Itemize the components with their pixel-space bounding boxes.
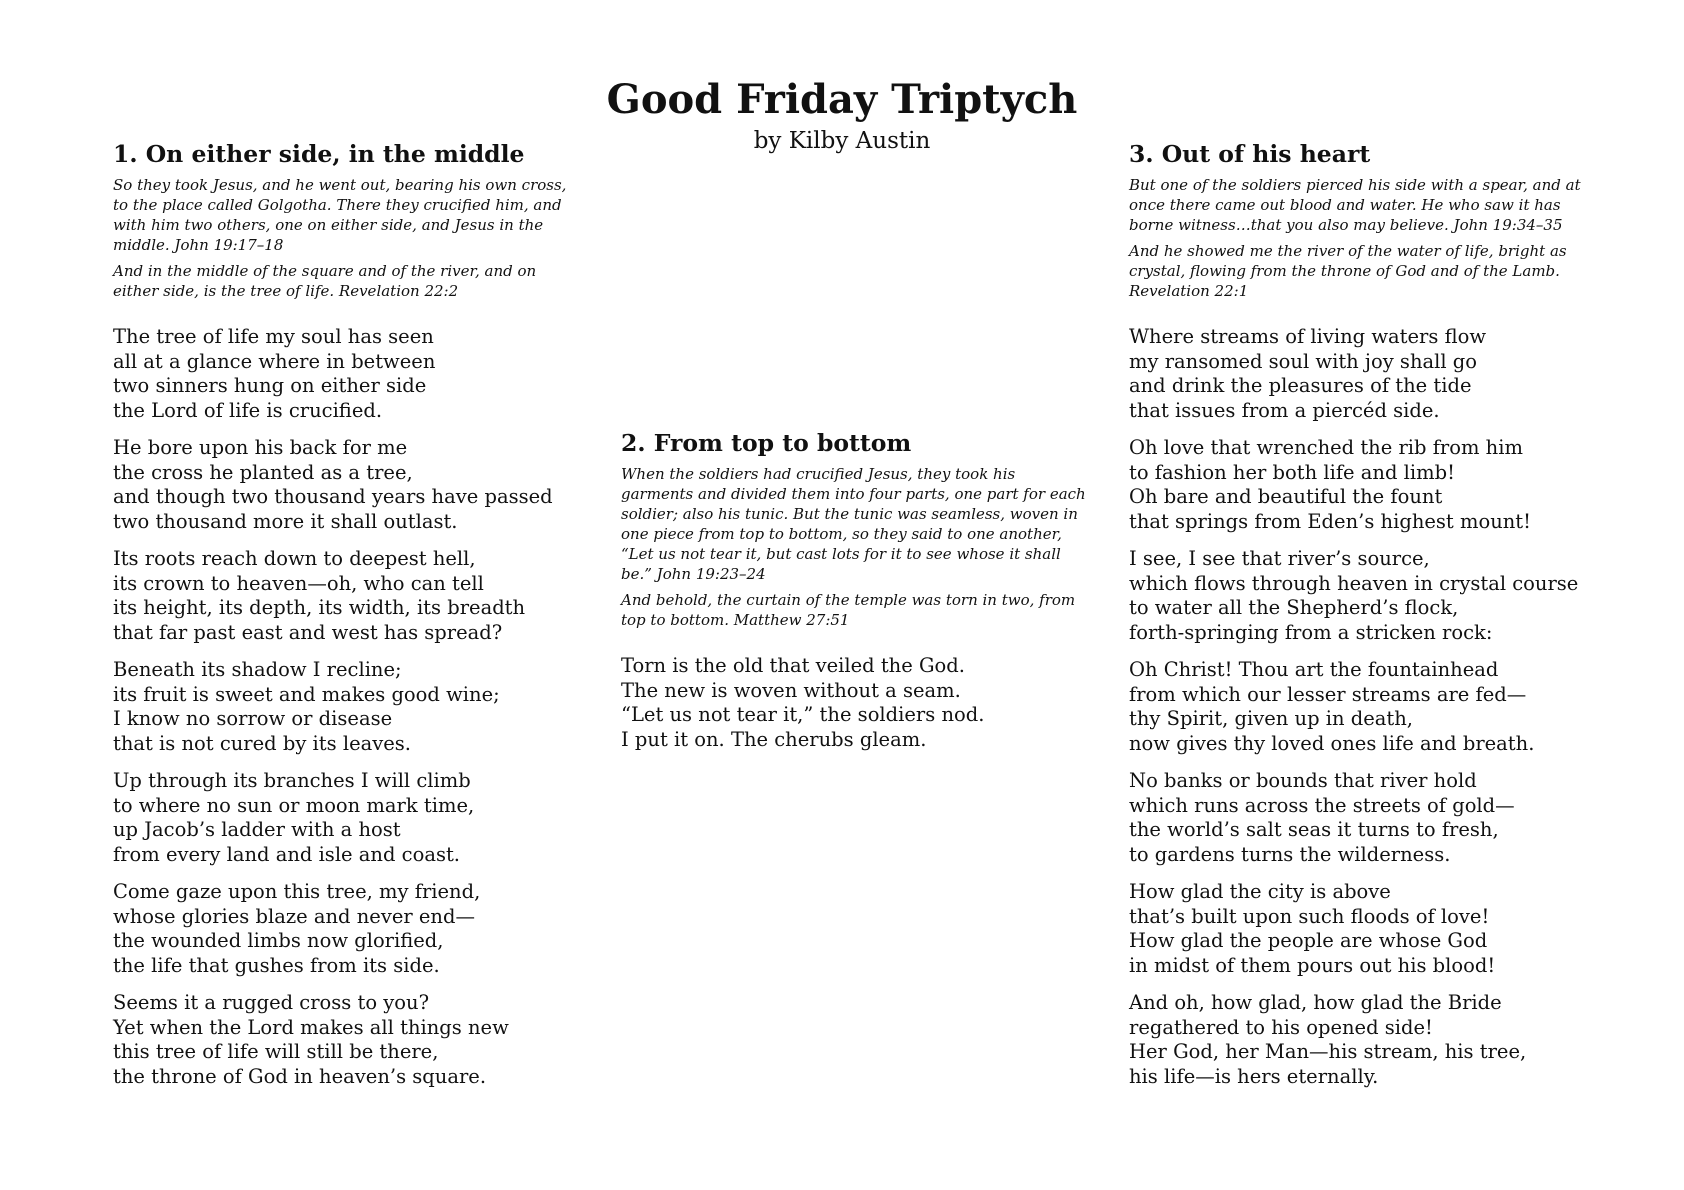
verse-line: thy Spirit, given up in death, — [1129, 707, 1413, 730]
stanza — [113, 658, 583, 756]
verse-line: Seems it a rugged cross to you? — [113, 991, 430, 1014]
verse-line: Where streams of living waters flow — [1129, 325, 1487, 348]
verse-line: And oh, how glad, how glad the Bride — [1129, 991, 1502, 1014]
verse-line: Beneath its shadow I recline; — [113, 658, 402, 681]
verse-line: its fruit is sweet and makes good wine; — [113, 682, 500, 706]
stanza-list — [1129, 325, 1599, 1089]
verse-line: The tree of life my soul has seen — [113, 325, 434, 348]
verse-line: from which our lesser streams are fed— — [1129, 682, 1527, 706]
verse-line: Torn is the old that veiled the God. — [621, 654, 965, 677]
verse-line: forth-springing from a stricken rock: — [1129, 620, 1493, 644]
poem-column-3 — [1129, 138, 1599, 1102]
verse-line: to where no sun or moon mark time, — [113, 793, 475, 817]
verse-line: the wounded limbs now glorified, — [113, 929, 444, 952]
verse-line: his life—is hers eternally. — [1129, 1064, 1379, 1088]
poem-heading: 3. Out of his heart — [1129, 140, 1371, 168]
verse-line: in midst of them pours out his blood! — [1129, 953, 1496, 977]
verse-line: Yet when the Lord makes all things new — [113, 1015, 509, 1039]
document-title: Good Friday Triptych — [606, 76, 1078, 123]
epigraph: So they took Jesus, and he went out, bearing his own cross, to the place called Golgotha. There they crucified him, and with him two others, one on either side, and Jesus in the middle. John 19:17–18 — [113, 176, 567, 254]
epigraph: And in the middle of the square and of the river, and on either side, is the tree of life. Revelation 22:2 — [113, 262, 537, 300]
verse-line: I see, I see that river’s source, — [1129, 547, 1430, 570]
verse-line: and though two thousand years have passed — [113, 485, 553, 508]
verse-line: Its roots reach down to deepest hell, — [113, 547, 476, 570]
verse-line: Come gaze upon this tree, my friend, — [113, 880, 481, 903]
verse-line: to fashion her both life and limb! — [1129, 460, 1455, 484]
epigraph-block — [113, 175, 583, 301]
verse-line: that’s built upon such floods of love! — [1129, 904, 1490, 928]
poem-column-2 — [621, 427, 1091, 765]
stanza — [1129, 769, 1599, 867]
stanza-list — [621, 654, 1091, 752]
verse-line: I put it on. The cherubs gleam. — [621, 727, 927, 751]
verse-line: this tree of life will still be there, — [113, 1040, 439, 1063]
verse-line: the world’s salt seas it turns to fresh, — [1129, 818, 1499, 841]
verse-line: to water all the Shepherd’s flock, — [1129, 596, 1459, 619]
verse-line: I know no sorrow or disease — [113, 707, 393, 730]
verse-line: whose glories blaze and never end— — [113, 904, 475, 928]
poem-heading: 2. From top to bottom — [621, 429, 912, 457]
stanza-list — [113, 325, 583, 1089]
epigraph: And behold, the curtain of the temple was torn in two, from top to bottom. Matthew 27:51 — [621, 591, 1076, 629]
verse-line: Up through its branches I will climb — [113, 769, 471, 792]
stanza — [1129, 325, 1599, 423]
verse-line: now gives thy loved ones life and breath. — [1129, 731, 1535, 755]
verse-line: all at a glance where in between — [113, 349, 436, 373]
stanza — [1129, 880, 1599, 978]
verse-line: the cross he planted as a tree, — [113, 460, 413, 484]
poem-heading: 1. On either side, in the middle — [113, 140, 525, 168]
verse-line: up Jacob’s ladder with a host — [113, 818, 401, 841]
epigraph: But one of the soldiers pierced his side with a spear, and at once there came out blood and water. He who saw it has borne witness…that you also may believe. John 19:34–35 — [1129, 176, 1581, 234]
verse-line: that issues from a piercéd side. — [1129, 398, 1440, 422]
verse-line: from every land and isle and coast. — [113, 842, 460, 866]
verse-line: its height, its depth, its width, its breadth — [113, 596, 526, 619]
stanza — [113, 769, 583, 867]
verse-line: The new is woven without a seam. — [621, 678, 961, 702]
stanza — [113, 991, 583, 1089]
verse-line: Oh bare and beautiful the fount — [1129, 485, 1443, 508]
epigraph-block — [621, 464, 1091, 630]
verse-line: to gardens turns the wilderness. — [1129, 842, 1451, 866]
stanza — [113, 547, 583, 645]
stanza — [621, 654, 1091, 752]
verse-line: He bore upon his back for me — [113, 436, 408, 459]
verse-line: which flows through heaven in crystal course — [1129, 571, 1579, 595]
stanza — [113, 880, 583, 978]
verse-line: my ransomed soul with joy shall go — [1129, 349, 1478, 373]
stanza — [113, 436, 583, 534]
verse-line: Oh love that wrenched the rib from him — [1129, 436, 1523, 459]
verse-line: the throne of God in heaven’s square. — [113, 1064, 487, 1088]
stanza — [113, 325, 583, 423]
stanza — [1129, 436, 1599, 534]
verse-line: No banks or bounds that river hold — [1129, 769, 1477, 792]
verse-line: regathered to his opened side! — [1129, 1015, 1433, 1039]
poem-column-1 — [113, 138, 583, 1102]
verse-line: that far past east and west has spread? — [113, 620, 503, 644]
verse-line: its crown to heaven—oh, who can tell — [113, 571, 484, 595]
epigraph-block — [1129, 175, 1599, 301]
epigraph: And he showed me the river of the water of life, bright as crystal, flowing from the throne of God and of the Lamb. Revelation 22:1 — [1129, 242, 1567, 300]
verse-line: How glad the people are whose God — [1129, 929, 1488, 952]
verse-line: two thousand more it shall outlast. — [113, 509, 458, 533]
epigraph: When the soldiers had crucified Jesus, they took his garments and divided them into four parts, one part for each soldier; also his tunic. But the tunic was seamless, woven in one piece from top to bottom, so they said to one another, “Let us not tear it, but cast lots for it to see whose it shall be.” John 19:23–24 — [621, 465, 1086, 583]
verse-line: two sinners hung on either side — [113, 374, 427, 397]
verse-line: the Lord of life is crucified. — [113, 398, 383, 422]
verse-line: Oh Christ! Thou art the fountainhead — [1129, 658, 1499, 681]
verse-line: How glad the city is above — [1129, 880, 1391, 903]
verse-line: “Let us not tear it,” the soldiers nod. — [621, 703, 985, 726]
stanza — [1129, 547, 1599, 645]
verse-line: Her God, her Man—his stream, his tree, — [1129, 1040, 1527, 1063]
document-author: by Kilby Austin — [753, 128, 931, 154]
stanza — [1129, 658, 1599, 756]
verse-line: which runs across the streets of gold— — [1129, 793, 1515, 817]
stanza — [1129, 991, 1599, 1089]
verse-line: the life that gushes from its side. — [113, 953, 440, 977]
verse-line: that springs from Eden’s highest mount! — [1129, 509, 1531, 533]
verse-line: that is not cured by its leaves. — [113, 731, 411, 755]
verse-line: and drink the pleasures of the tide — [1129, 374, 1472, 397]
